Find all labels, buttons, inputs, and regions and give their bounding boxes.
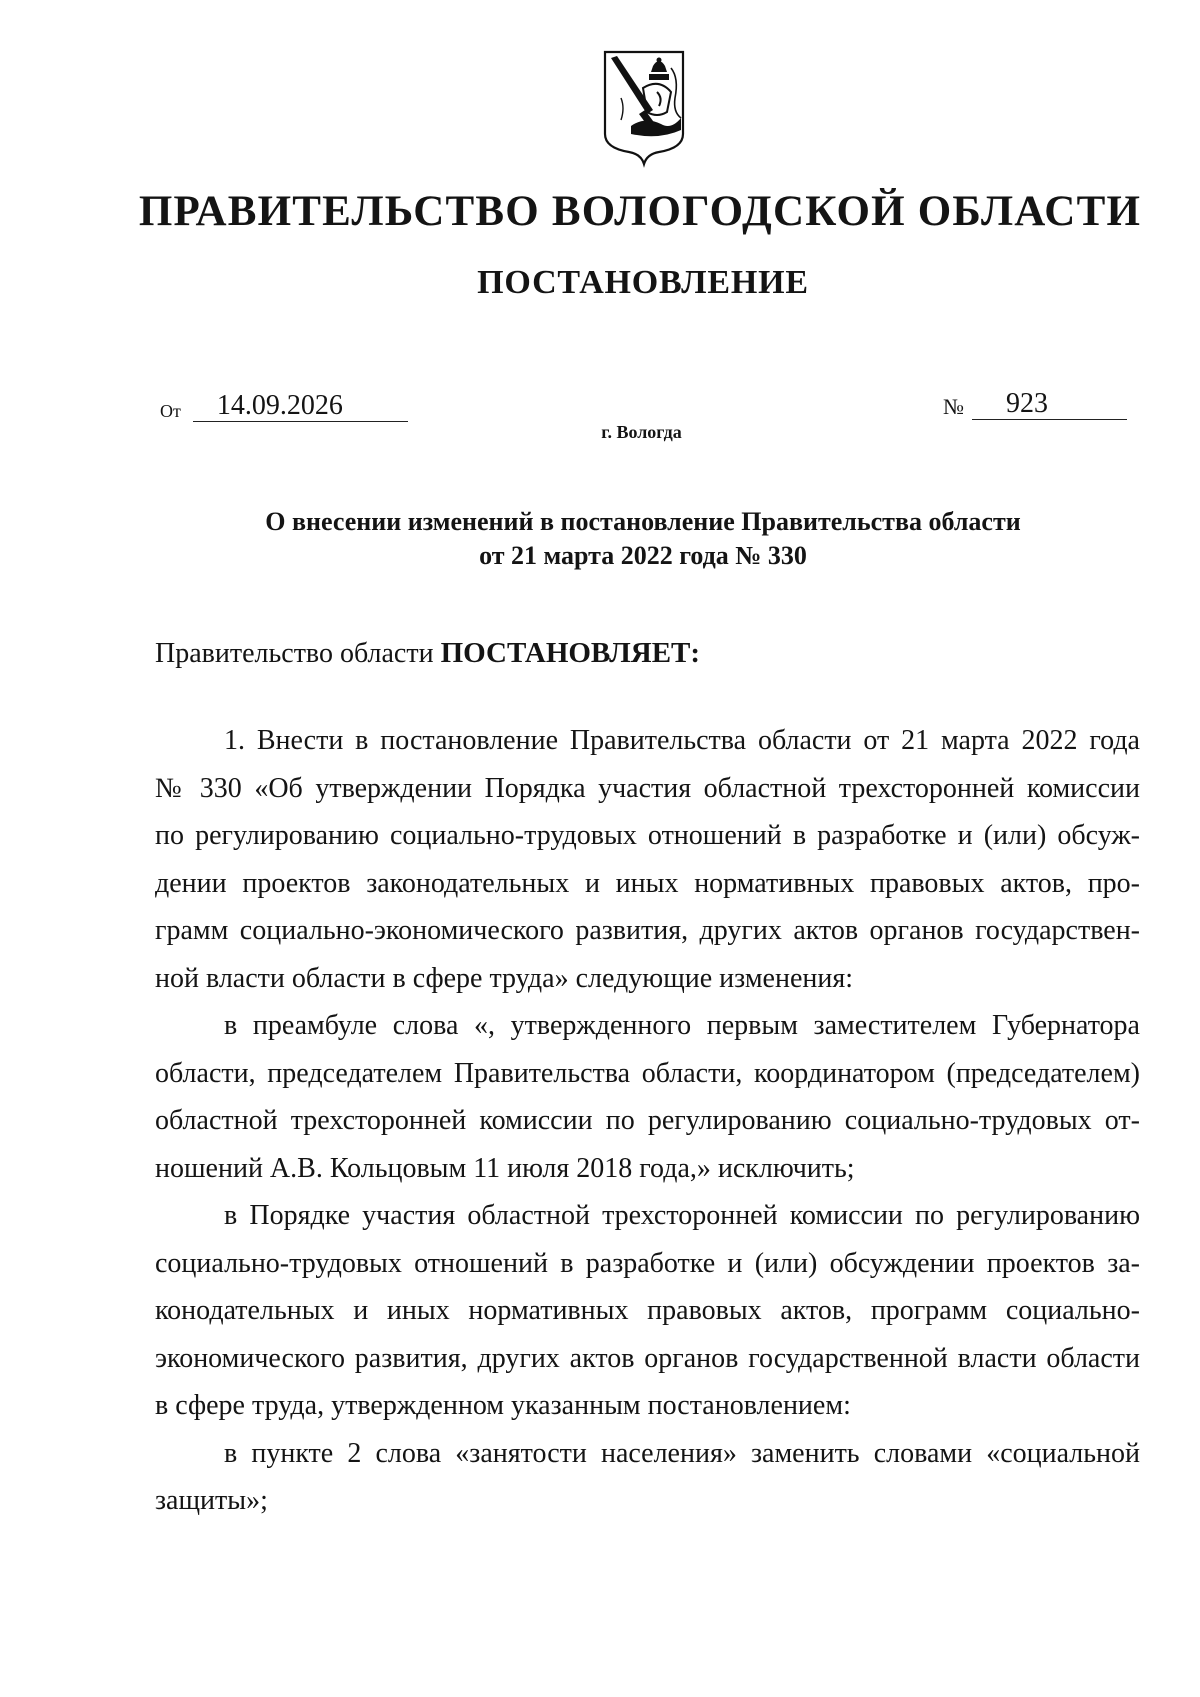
body-line: в Порядке участия областной трехсторонней комиссии по регулированию (224, 1200, 1140, 1231)
document-body (155, 717, 1140, 1525)
number-label: № (943, 394, 964, 419)
body-line: в пункте 2 слова «занятости населения» заменить словами «социальной (224, 1437, 1140, 1469)
number-value: 923 (972, 389, 1127, 420)
body-line: ношений А.В. Кольцовым 11 июля 2018 года,» исключить; (155, 1152, 855, 1184)
date-label: От (160, 401, 181, 421)
date-value: 14.09.2026 (193, 391, 408, 422)
body-line: защиты»; (155, 1485, 268, 1516)
body-line: конодательных и иных нормативных правовых актов, программ социально- (155, 1295, 1140, 1326)
body-line: дении проектов законодательных и иных нормативных правовых актов, про- (155, 867, 1140, 899)
number-field (943, 389, 1127, 420)
city-label: г. Вологда (601, 422, 682, 442)
body-line: по регулированию социально-трудовых отношений в разработке и (или) обсуж- (155, 820, 1140, 851)
subject-line-2: от 21 марта 2022 года № 330 (479, 541, 807, 570)
subject-line-1: О внесении изменений в постановление Правительства области (265, 507, 1021, 536)
document-type-heading: ПОСТАНОВЛЕНИЕ (477, 264, 809, 301)
preamble-text: Правительство области (155, 638, 441, 669)
document-subject (0, 505, 1200, 573)
body-line: грамм социально-экономического развития, других актов органов государствен- (155, 915, 1140, 946)
body-line: в преамбуле слова «, утвержденного первым заместителем Губернатора (224, 1010, 1140, 1041)
preamble-resolves: ПОСТАНОВЛЯЕТ: (440, 637, 701, 669)
body-line: ной власти области в сфере труда» следующие изменения: (155, 962, 854, 994)
date-field (160, 391, 408, 422)
body-line: 1. Внести в постановление Правительства области от 21 марта 2022 года (224, 725, 1140, 756)
body-line: области, председателем Правительства области, координатором (председателем) (155, 1057, 1140, 1089)
government-title: ПРАВИТЕЛЬСТВО ВОЛОГОДСКОЙ ОБЛАСТИ (138, 188, 1142, 235)
body-line: социально-трудовых отношений в разработке и (или) обсуждении проектов за- (155, 1247, 1140, 1279)
coat-of-arms-icon (601, 48, 687, 168)
body-line: № 330 «Об утверждении Порядка участия областной трехсторонней комиссии (155, 772, 1140, 804)
body-line: областной трехсторонней комиссии по регулированию социально-трудовых от- (155, 1105, 1140, 1136)
preamble (155, 637, 700, 670)
body-line: в сфере труда, утвержденном указанным постановлением: (155, 1390, 851, 1421)
body-line: экономического развития, других актов органов государственной власти области (155, 1342, 1140, 1374)
shield-icon (601, 48, 687, 168)
